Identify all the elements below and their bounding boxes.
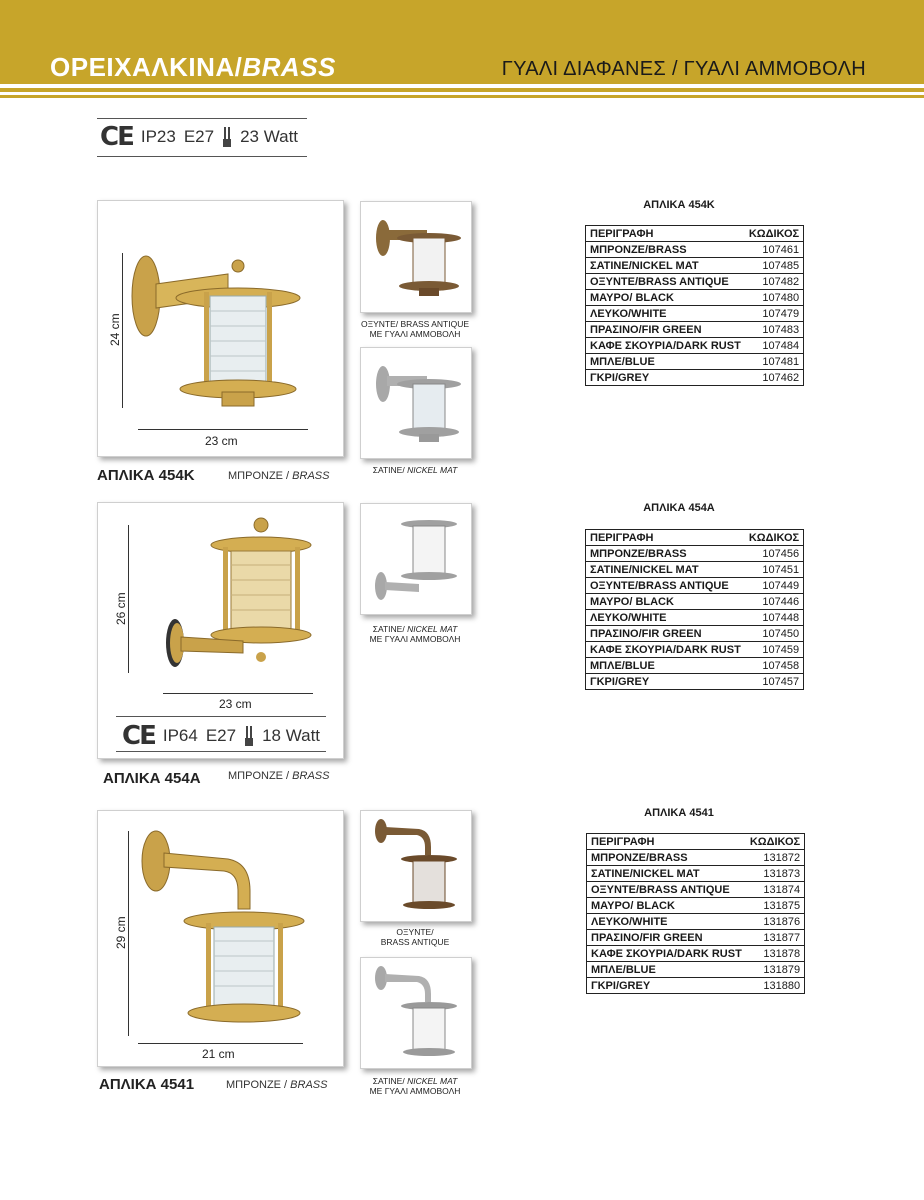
cell-code: 107451 [745,562,804,578]
table-header-row [587,834,805,850]
cell-description: ΠΡΑΣΙΝΟ/FIR GREEN [587,930,746,946]
table-row [587,978,805,994]
cell-code: 107482 [745,274,804,290]
spec-rule-top [97,118,307,119]
table-row [586,642,804,658]
cell-description: ΣΑΤΙΝΕ/NICKEL MAT [586,562,745,578]
table-header-row [586,530,804,546]
caption-nickel: ΣΑΤΙΝΕ/ NICKEL MAT ΜΕ ΓΥΑΛΙ ΑΜΜΟΒΟΛΗ [369,624,461,644]
table-row [586,562,804,578]
table-row [586,578,804,594]
header-rule-1 [0,88,924,92]
ce-mark: CE [122,721,155,751]
cell-code: 107479 [745,306,804,322]
cell-code: 107456 [745,546,804,562]
bulb-icon [244,726,254,746]
product-name: ΑΠΛΙΚΑ 454Κ [97,467,195,484]
height-dimension-line [128,525,129,673]
product-photo-main [97,810,344,1067]
cell-description: ΜΠΡΟΝΖΕ/BRASS [586,242,745,258]
cell-description: ΜΑΥΡΟ/ BLACK [586,290,745,306]
page-title: ΟΡΕΙΧΑΛΚΙΝΑ/BRASS [50,52,336,82]
lamp-454a-nickel-image [369,512,464,607]
cell-description: ΜΠΡΟΝΖΕ/BRASS [587,850,746,866]
table-row [587,962,805,978]
cell-description: ΣΑΤΙΝΕ/NICKEL MAT [587,866,746,882]
lamp-4541-brass-image [128,829,318,1029]
product-finish: ΜΠΡΟΝΖΕ / BRASS [226,1079,328,1091]
cell-description: ΟΞΥΝΤΕ/BRASS ANTIQUE [586,274,745,290]
cell-code: 107446 [745,594,804,610]
cell-description: ΟΞΥΝΤΕ/BRASS ANTIQUE [586,578,745,594]
cell-description: ΜΑΥΡΟ/ BLACK [586,594,745,610]
cell-code: 107449 [745,578,804,594]
lamp-4541-nickel-image [369,964,464,1062]
table-row [586,338,804,354]
table-row [587,898,805,914]
caption-nickel: ΣΑΤΙΝΕ/ NICKEL MAT [372,465,458,475]
cell-code: 107458 [745,658,804,674]
cell-code: 107483 [745,322,804,338]
table-row [586,322,804,338]
cell-code: 131877 [746,930,805,946]
table-row [587,850,805,866]
codes-table [585,529,804,690]
cell-code: 131878 [746,946,805,962]
cell-description: ΛΕΥΚΟ/WHITE [587,914,746,930]
cell-description: ΚΑΦΕ ΣΚΟΥΡΙΑ/DARK RUST [587,946,746,962]
cell-description: ΓΚΡΙ/GREY [586,370,745,386]
caption-nickel: ΣΑΤΙΝΕ/ NICKEL MAT ΜΕ ΓΥΑΛΙ ΑΜΜΟΒΟΛΗ [369,1076,461,1096]
variant-photo-nickel [360,347,472,459]
lamp-454k-brass-image [118,246,308,416]
lamp-454a-brass-image [153,515,323,675]
caption-antique: ΟΞΥΝΤΕ/ BRASS ANTIQUE [380,927,450,947]
table-row [586,290,804,306]
column-header-description: ΠΕΡΙΓΡΑΦΗ [586,530,745,546]
codes-table [585,225,804,386]
cell-code: 131873 [746,866,805,882]
cell-code: 107484 [745,338,804,354]
column-header-description: ΠΕΡΙΓΡΑΦΗ [587,834,746,850]
spec-strip-mid [122,721,320,751]
cell-description: ΜΠΛΕ/BLUE [586,354,745,370]
product-name: ΑΠΛΙΚΑ 454Α [103,770,201,787]
table-header-row [586,226,804,242]
table-row [586,546,804,562]
table-row [586,610,804,626]
cell-code: 131880 [746,978,805,994]
cell-description: ΓΚΡΙ/GREY [586,674,745,690]
table-row [587,914,805,930]
codes-table [586,833,805,994]
spec-rule-bottom [97,156,307,157]
cell-code: 107462 [745,370,804,386]
height-label: 24 cm [108,313,122,346]
table-row [587,866,805,882]
spec-rule-top [116,716,326,717]
cell-code: 107480 [745,290,804,306]
table-row [586,594,804,610]
table-title: ΑΠΛΙΚΑ 4541 [644,807,714,819]
table-row [586,306,804,322]
header-rule-2 [0,95,924,98]
product-photo-main [97,200,344,457]
width-dimension-line [138,1043,303,1044]
height-dimension-line [122,253,123,408]
lamp-4541-antique-image [369,817,464,915]
cell-code: 107457 [745,674,804,690]
cell-description: ΛΕΥΚΟ/WHITE [586,306,745,322]
cell-description: ΜΠΛΕ/BLUE [586,658,745,674]
caption-antique: ΟΞΥΝΤΕ/ BRASS ANTIQUE ΜΕ ΓΥΑΛΙ ΑΜΜΟΒΟΛΗ [360,319,470,339]
cell-description: ΜΠΡΟΝΖΕ/BRASS [586,546,745,562]
table-title: ΑΠΛΙΚΑ 454Κ [643,199,715,211]
bulb-icon [222,127,232,147]
column-header-code: ΚΩΔΙΚΟΣ [746,834,805,850]
lamp-454k-antique-image [369,212,464,302]
cell-description: ΠΡΑΣΙΝΟ/FIR GREEN [586,322,745,338]
cell-code: 131875 [746,898,805,914]
cell-description: ΜΠΛΕ/BLUE [587,962,746,978]
cell-description: ΟΞΥΝΤΕ/BRASS ANTIQUE [587,882,746,898]
table-row [586,354,804,370]
height-label: 26 cm [114,592,128,625]
table-title: ΑΠΛΙΚΑ 454Α [643,502,715,514]
width-label: 23 cm [205,434,238,448]
column-header-description: ΠΕΡΙΓΡΑΦΗ [586,226,745,242]
cell-code: 107459 [745,642,804,658]
cell-code: 131876 [746,914,805,930]
height-dimension-line [128,831,129,1036]
cell-code: 131874 [746,882,805,898]
spec-rule-bottom [116,751,326,752]
page-subtitle: ΓΥΑΛΙ ΔΙΑΦΑΝΕΣ / ΓΥΑΛΙ ΑΜΜΟΒΟΛΗ [501,58,866,80]
width-label: 23 cm [219,697,252,711]
cell-description: ΠΡΑΣΙΝΟ/FIR GREEN [586,626,745,642]
table-row [586,242,804,258]
ip-rating: IP23 [140,127,176,146]
socket-type: E27 [183,127,215,146]
column-header-code: ΚΩΔΙΚΟΣ [745,226,804,242]
variant-photo-nickel [360,503,472,615]
table-row [586,626,804,642]
variant-photo-antique [360,810,472,922]
cell-description: ΓΚΡΙ/GREY [587,978,746,994]
table-row [586,274,804,290]
table-row [586,258,804,274]
width-dimension-line [163,693,313,694]
variant-photo-nickel [360,957,472,1069]
lamp-454k-nickel-image [369,358,464,448]
cell-code: 107461 [745,242,804,258]
width-dimension-line [138,429,308,430]
table-row [587,946,805,962]
product-photo-main [97,502,344,759]
cell-description: ΚΑΦΕ ΣΚΟΥΡΙΑ/DARK RUST [586,642,745,658]
cell-code: 131879 [746,962,805,978]
wattage: 23 Watt [240,127,299,146]
cell-code: 131872 [746,850,805,866]
ip-rating: IP64 [162,726,198,745]
height-label: 29 cm [114,916,128,949]
cell-description: ΚΑΦΕ ΣΚΟΥΡΙΑ/DARK RUST [586,338,745,354]
product-name: ΑΠΛΙΚΑ 4541 [99,1076,195,1093]
cell-code: 107450 [745,626,804,642]
cell-description: ΛΕΥΚΟ/WHITE [586,610,745,626]
wattage: 18 Watt [262,726,321,745]
cell-description: ΣΑΤΙΝΕ/NICKEL MAT [586,258,745,274]
product-finish: ΜΠΡΟΝΖΕ / BRASS [228,470,330,482]
product-finish: ΜΠΡΟΝΖΕ / BRASS [228,770,330,782]
socket-type: E27 [205,726,237,745]
cell-code: 107448 [745,610,804,626]
table-row [586,370,804,386]
table-row [587,882,805,898]
table-row [587,930,805,946]
cell-code: 107481 [745,354,804,370]
table-row [586,674,804,690]
spec-strip-top [100,122,298,152]
column-header-code: ΚΩΔΙΚΟΣ [745,530,804,546]
cell-description: ΜΑΥΡΟ/ BLACK [587,898,746,914]
cell-code: 107485 [745,258,804,274]
width-label: 21 cm [202,1047,235,1061]
table-row [586,658,804,674]
ce-mark: CE [100,122,133,152]
variant-photo-antique [360,201,472,313]
